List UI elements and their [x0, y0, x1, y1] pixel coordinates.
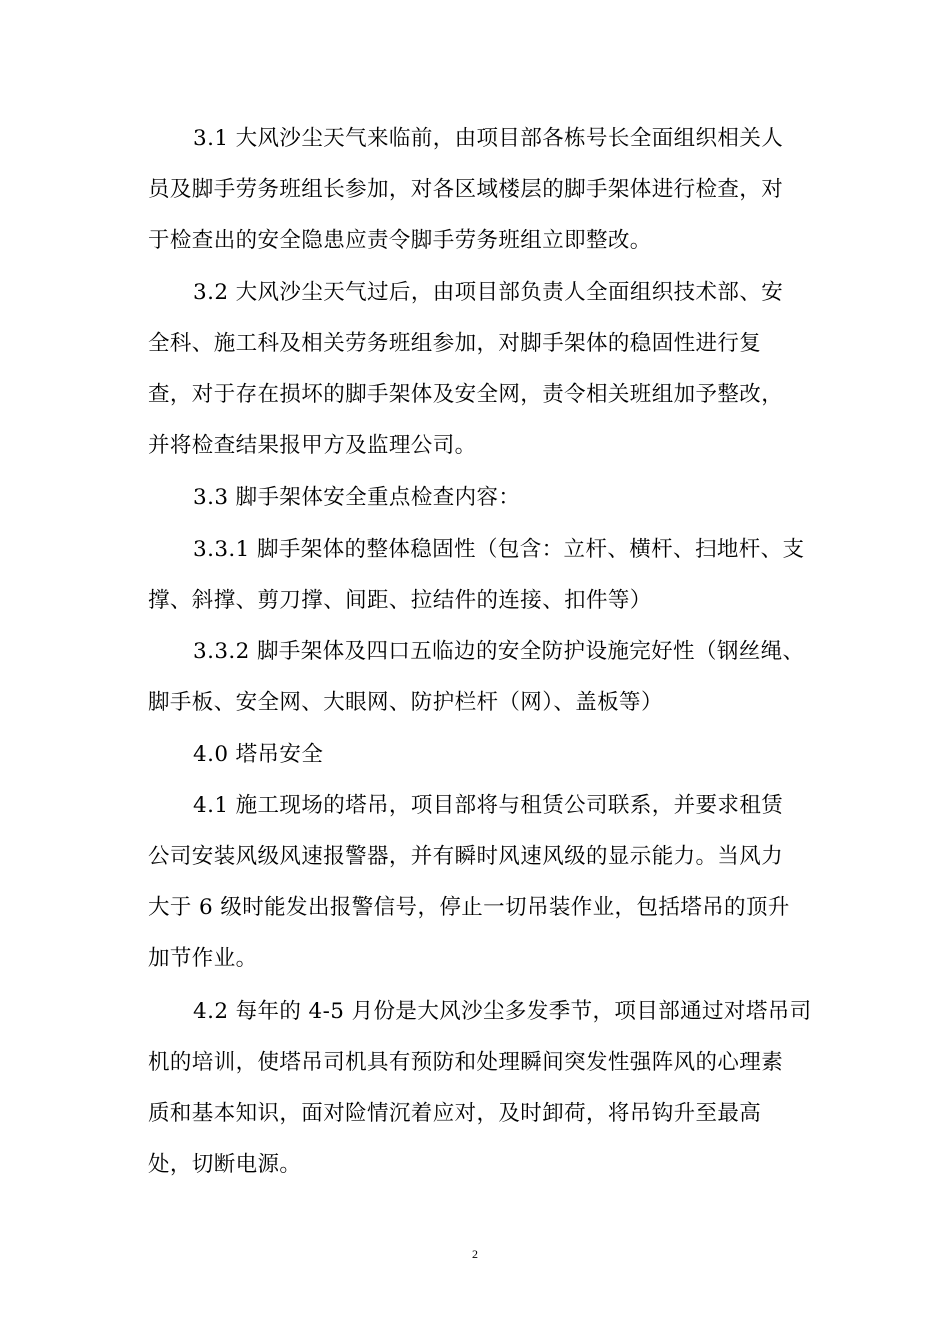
- paragraph-3-2-line-1: 3.2 大风沙尘天气过后，由项目部负责人全面组织技术部、安: [193, 280, 784, 305]
- paragraph-4-2-line-3: 质和基本知识，面对险情沉着应对，及时卸荷，将吊钩升至最高: [148, 1101, 762, 1126]
- heading-3-3: 3.3 脚手架体安全重点检查内容：: [193, 485, 521, 510]
- paragraph-3-1-line-3: 于检查出的安全隐患应责令脚手劳务班组立即整改。: [148, 228, 652, 253]
- paragraph-3-3-2-line-2: 脚手板、安全网、大眼网、防护栏杆（网）、盖板等）: [148, 690, 663, 715]
- paragraph-3-2-line-3: 查，对于存在损坏的脚手架体及安全网，责令相关班组加予整改，: [148, 382, 784, 407]
- paragraph-3-3-1-line-1: 3.3.1 脚手架体的整体稳固性（包含：立杆、横杆、扫地杆、支: [193, 537, 805, 562]
- paragraph-4-1-line-3: 大于 6 级时能发出报警信号，停止一切吊装作业，包括塔吊的顶升: [148, 895, 790, 920]
- paragraph-3-3-2-line-1: 3.3.2 脚手架体及四口五临边的安全防护设施完好性（钢丝绳、: [193, 639, 805, 664]
- paragraph-3-2-line-2: 全科、施工科及相关劳务班组参加，对脚手架体的稳固性进行复: [148, 331, 762, 356]
- paragraph-3-1-line-1: 3.1 大风沙尘天气来临前，由项目部各栋号长全面组织相关人: [193, 126, 784, 151]
- paragraph-4-2-line-4: 处，切断电源。: [148, 1152, 302, 1177]
- paragraph-4-2-line-2: 机的培训，使塔吊司机具有预防和处理瞬间突发性强阵风的心理素: [148, 1050, 784, 1075]
- paragraph-4-1-line-1: 4.1 施工现场的塔吊，项目部将与租赁公司联系，并要求租赁: [193, 793, 784, 818]
- paragraph-4-2-line-1: 4.2 每年的 4-5 月份是大风沙尘多发季节，项目部通过对塔吊司: [193, 999, 812, 1024]
- paragraph-4-1-line-4: 加节作业。: [148, 946, 258, 971]
- paragraph-4-1-line-2: 公司安装风级风速报警器，并有瞬时风速风级的显示能力。当风力: [148, 844, 784, 869]
- paragraph-3-2-line-4: 并将检查结果报甲方及监理公司。: [148, 433, 477, 458]
- page-number: 2: [472, 1247, 478, 1261]
- paragraph-3-3-1-line-2: 撑、斜撑、剪刀撑、间距、拉结件的连接、扣件等）: [148, 588, 652, 613]
- paragraph-3-1-line-2: 员及脚手劳务班组长参加，对各区域楼层的脚手架体进行检查，对: [148, 177, 784, 202]
- heading-4-0: 4.0 塔吊安全: [193, 742, 324, 767]
